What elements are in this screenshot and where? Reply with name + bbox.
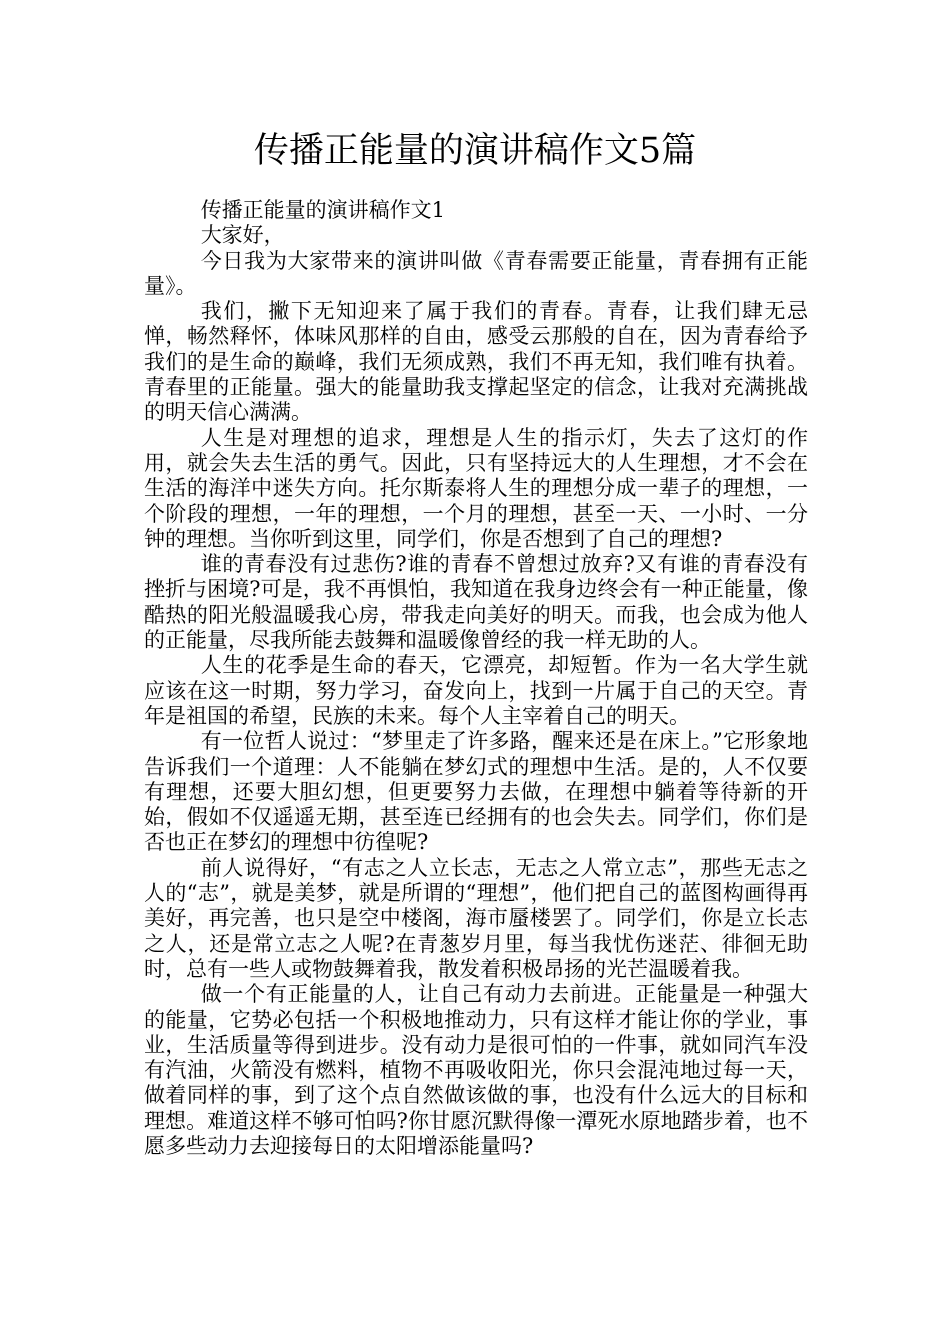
paragraph: 我们，撇下无知迎来了属于我们的青春。青春，让我们肆无忌惮，畅然释怀，体味风那样的自由，感受云那般的自在，因为青春给予我们的是生命的巅峰，我们无须成熟，我们不再无知，我们唯有执着。青春里的正能量。强大的能量助我支撑起坚定的信念，让我对充满挑战的明天信心满满。: [144, 299, 808, 425]
document-body: [144, 198, 808, 1159]
paragraph: 有一位哲人说过：“梦里走了许多路，醒来还是在床上。”它形象地告诉我们一个道理：人不能躺在梦幻式的理想中生活。是的，人不仅要有理想，还要大胆幻想，但更要努力去做，在理想中躺着等待新的开始，假如不仅遥遥无期，甚至连已经拥有的也会失去。同学们，你们是否也正在梦幻的理想中彷徨呢?: [144, 729, 808, 855]
paragraph: 人生是对理想的追求，理想是人生的指示灯，失去了这灯的作用，就会失去生活的勇气。因此，只有坚持远大的人生理想，才不会在生活的海洋中迷失方向。托尔斯泰将人生的理想分成一辈子的理想，一个阶段的理想，一年的理想，一个月的理想，甚至一天、一小时、一分钟的理想。当你听到这里，同学们，你是否想到了自己的理想?: [144, 425, 808, 551]
document-title: 传播正能量的演讲稿作文5篇: [253, 131, 697, 171]
paragraph: 人生的花季是生命的春天，它漂亮，却短暂。作为一名大学生就应该在这一时期，努力学习，奋发向上，找到一片属于自己的天空。青年是祖国的希望，民族的未来。每个人主宰着自己的明天。: [144, 653, 808, 728]
greeting-line: 大家好，: [200, 223, 285, 248]
paragraph: 今日我为大家带来的演讲叫做《青春需要正能量，青春拥有正能量》。: [144, 248, 808, 298]
paragraph: 做一个有正能量的人，让自己有动力去前进。正能量是一种强大的能量，它势必包括一个积极地推动力，只有这样才能让你的学业，事业，生活质量等得到进步。没有动力是很可怕的一件事，就如同汽车没有汽油，火箭没有燃料，植物不再吸收阳光，你只会混沌地过每一天，做着同样的事，到了这个点自然做该做的事，也没有什么远大的目标和理想。难道这样不够可怕吗?你甘愿沉默得像一潭死水原地踏步着，也不愿多些动力去迎接每日的太阳增添能量吗?: [144, 982, 808, 1158]
paragraph: 谁的青春没有过悲伤?谁的青春不曾想过放弃?又有谁的青春没有挫折与困境?可是，我不再惧怕，我知道在我身边终会有一种正能量，像酷热的阳光般温暖我心房，带我走向美好的明天。而我，也会成为他人的正能量，尽我所能去鼓舞和温暖像曾经的我一样无助的人。: [144, 552, 808, 653]
paragraph: 前人说得好，“有志之人立长志，无志之人常立志”，那些无志之人的“志”，就是美梦，就是所谓的“理想”，他们把自己的蓝图构画得再美好，再完善，也只是空中楼阁，海市蜃楼罢了。同学们，你是立长志之人，还是常立志之人呢?在青葱岁月里，每当我忧伤迷茫、徘徊无助时，总有一些人或物鼓舞着我，散发着积极昂扬的光芒温暖着我。: [144, 855, 808, 981]
essay-subtitle: 传播正能量的演讲稿作文1: [200, 198, 446, 222]
